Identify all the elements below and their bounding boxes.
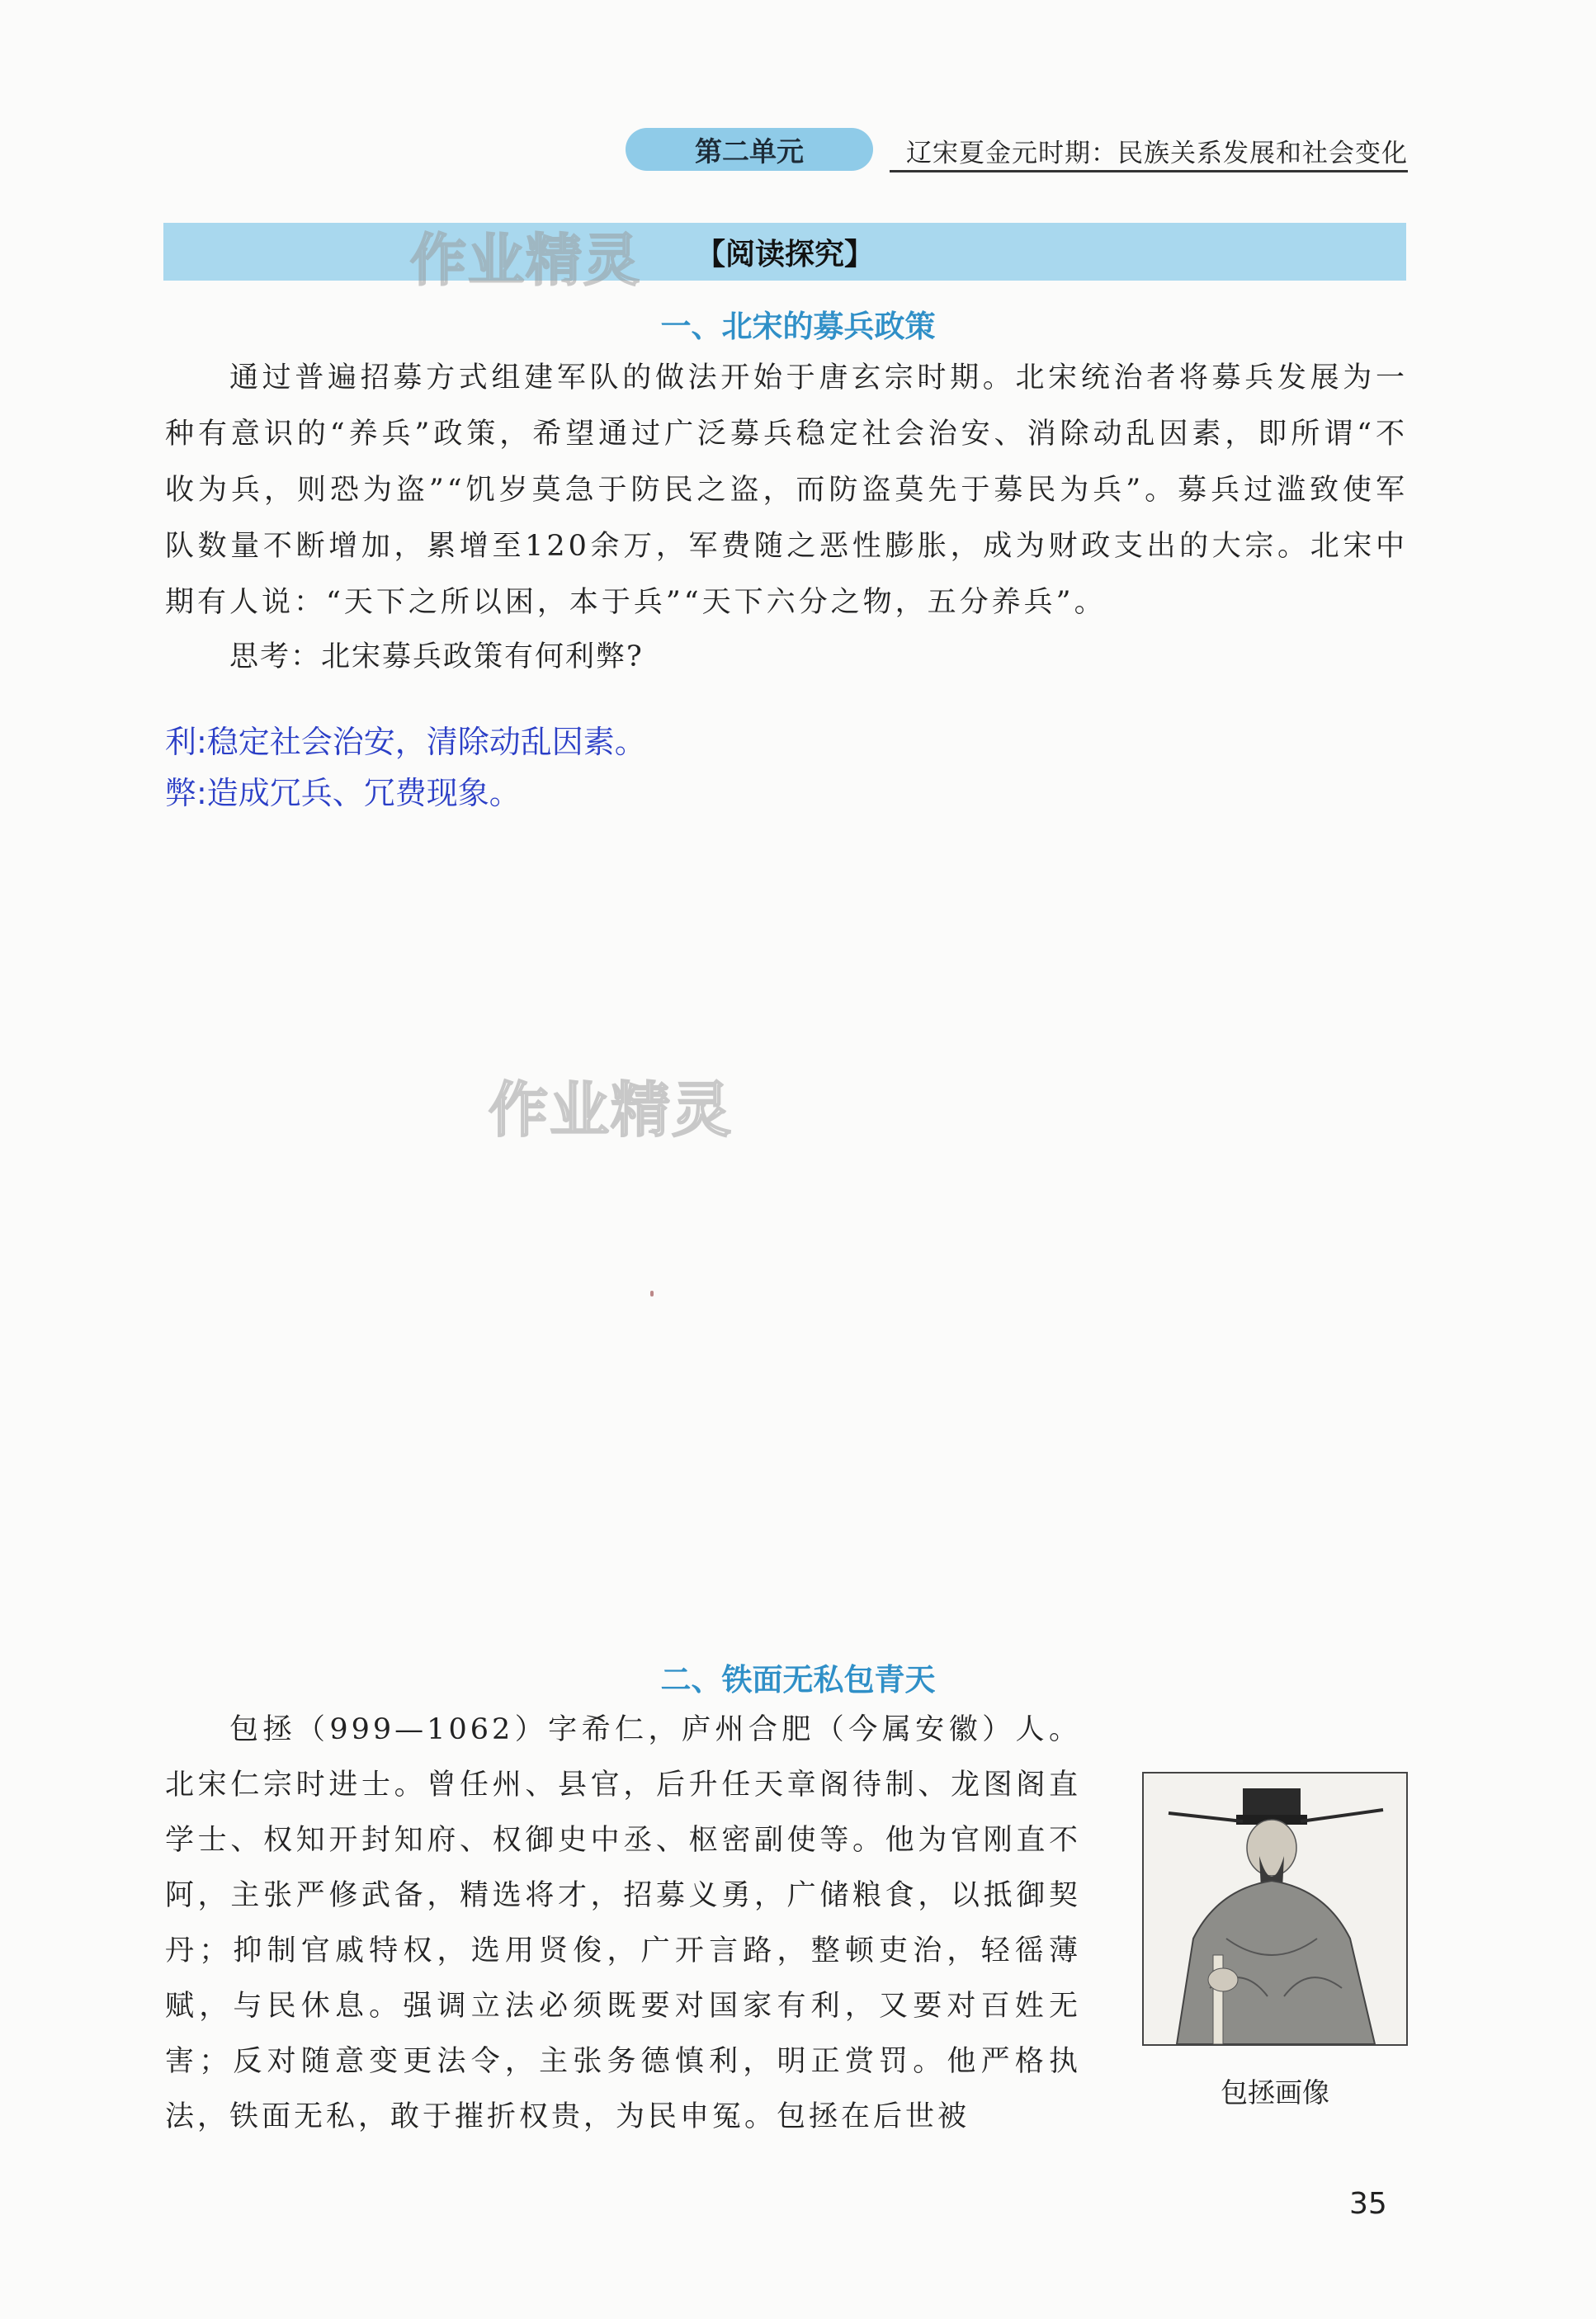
page-number: 35 (1349, 2187, 1387, 2221)
watermark-top: 作业精灵 (410, 229, 642, 294)
reading-section-title: 【阅读探究】 (695, 237, 874, 272)
handwritten-answer-disadvantage: 弊:造成冗兵、冗费现象。 (165, 775, 521, 811)
unit-label: 第二单元 (626, 128, 873, 171)
portrait-caption: 包拯画像 (1221, 2076, 1329, 2109)
section2-paragraph: 包拯（999—1062）字希仁，庐州合肥（今属安徽）人。北宋仁宗时进士。曾任州、县官，后升任天章阁待制、龙图阁直学士、权知开封知府、权御史中丞、枢密副使等。他为官刚直不阿，主张严修武备，精选将才，招募义勇，广储粮食，以抵御契丹；抑制官戚特权，选用贤俊，广开言路，整顿吏治，轻徭薄赋，与民休息。强调立法必须既要对国家有利，又要对百姓无害；反对随意变更法令，主张务德慎利，明正赏罚。他严格执法，铁面无私，敢于摧折权贵，为民申冤。包拯在后世被 (165, 1713, 1081, 2133)
section2-heading: 二、铁面无私包青天 (660, 1662, 936, 1698)
section1-question: 思考：北宋募兵政策有何利弊? (229, 640, 644, 673)
section1-paragraph: 通过普遍招募方式组建军队的做法开始于唐玄宗时期。北宋统治者将募兵发展为一种有意识的“养兵”政策，希望通过广泛募兵稳定社会治安、消除动乱因素，即所谓“不收为兵，则恐为盗”“饥岁莫急于防民之盗，而防盗莫先于募民为兵”。募兵过滥致使军队数量不断增加，累增至120余万，军费随之恶性膨胀，成为财政支出的大宗。北宋中期有人说：“天下之所以困，本于兵”“天下六分之物，五分养兵”。 (165, 361, 1408, 619)
section1-heading: 一、北宋的募兵政策 (660, 309, 936, 344)
portrait-illustration (1144, 1773, 1406, 2044)
unit-subtitle: 辽宋夏金元时期：民族关系发展和社会变化 (890, 130, 1408, 172)
watermark-middle: 作业精灵 (489, 1075, 734, 1145)
bao-zheng-portrait (1142, 1772, 1408, 2046)
reading-section-banner (163, 223, 1406, 281)
handwritten-answer-advantage: 利:稳定社会治安，清除动乱因素。 (165, 724, 646, 760)
paper-speck (650, 1291, 654, 1296)
